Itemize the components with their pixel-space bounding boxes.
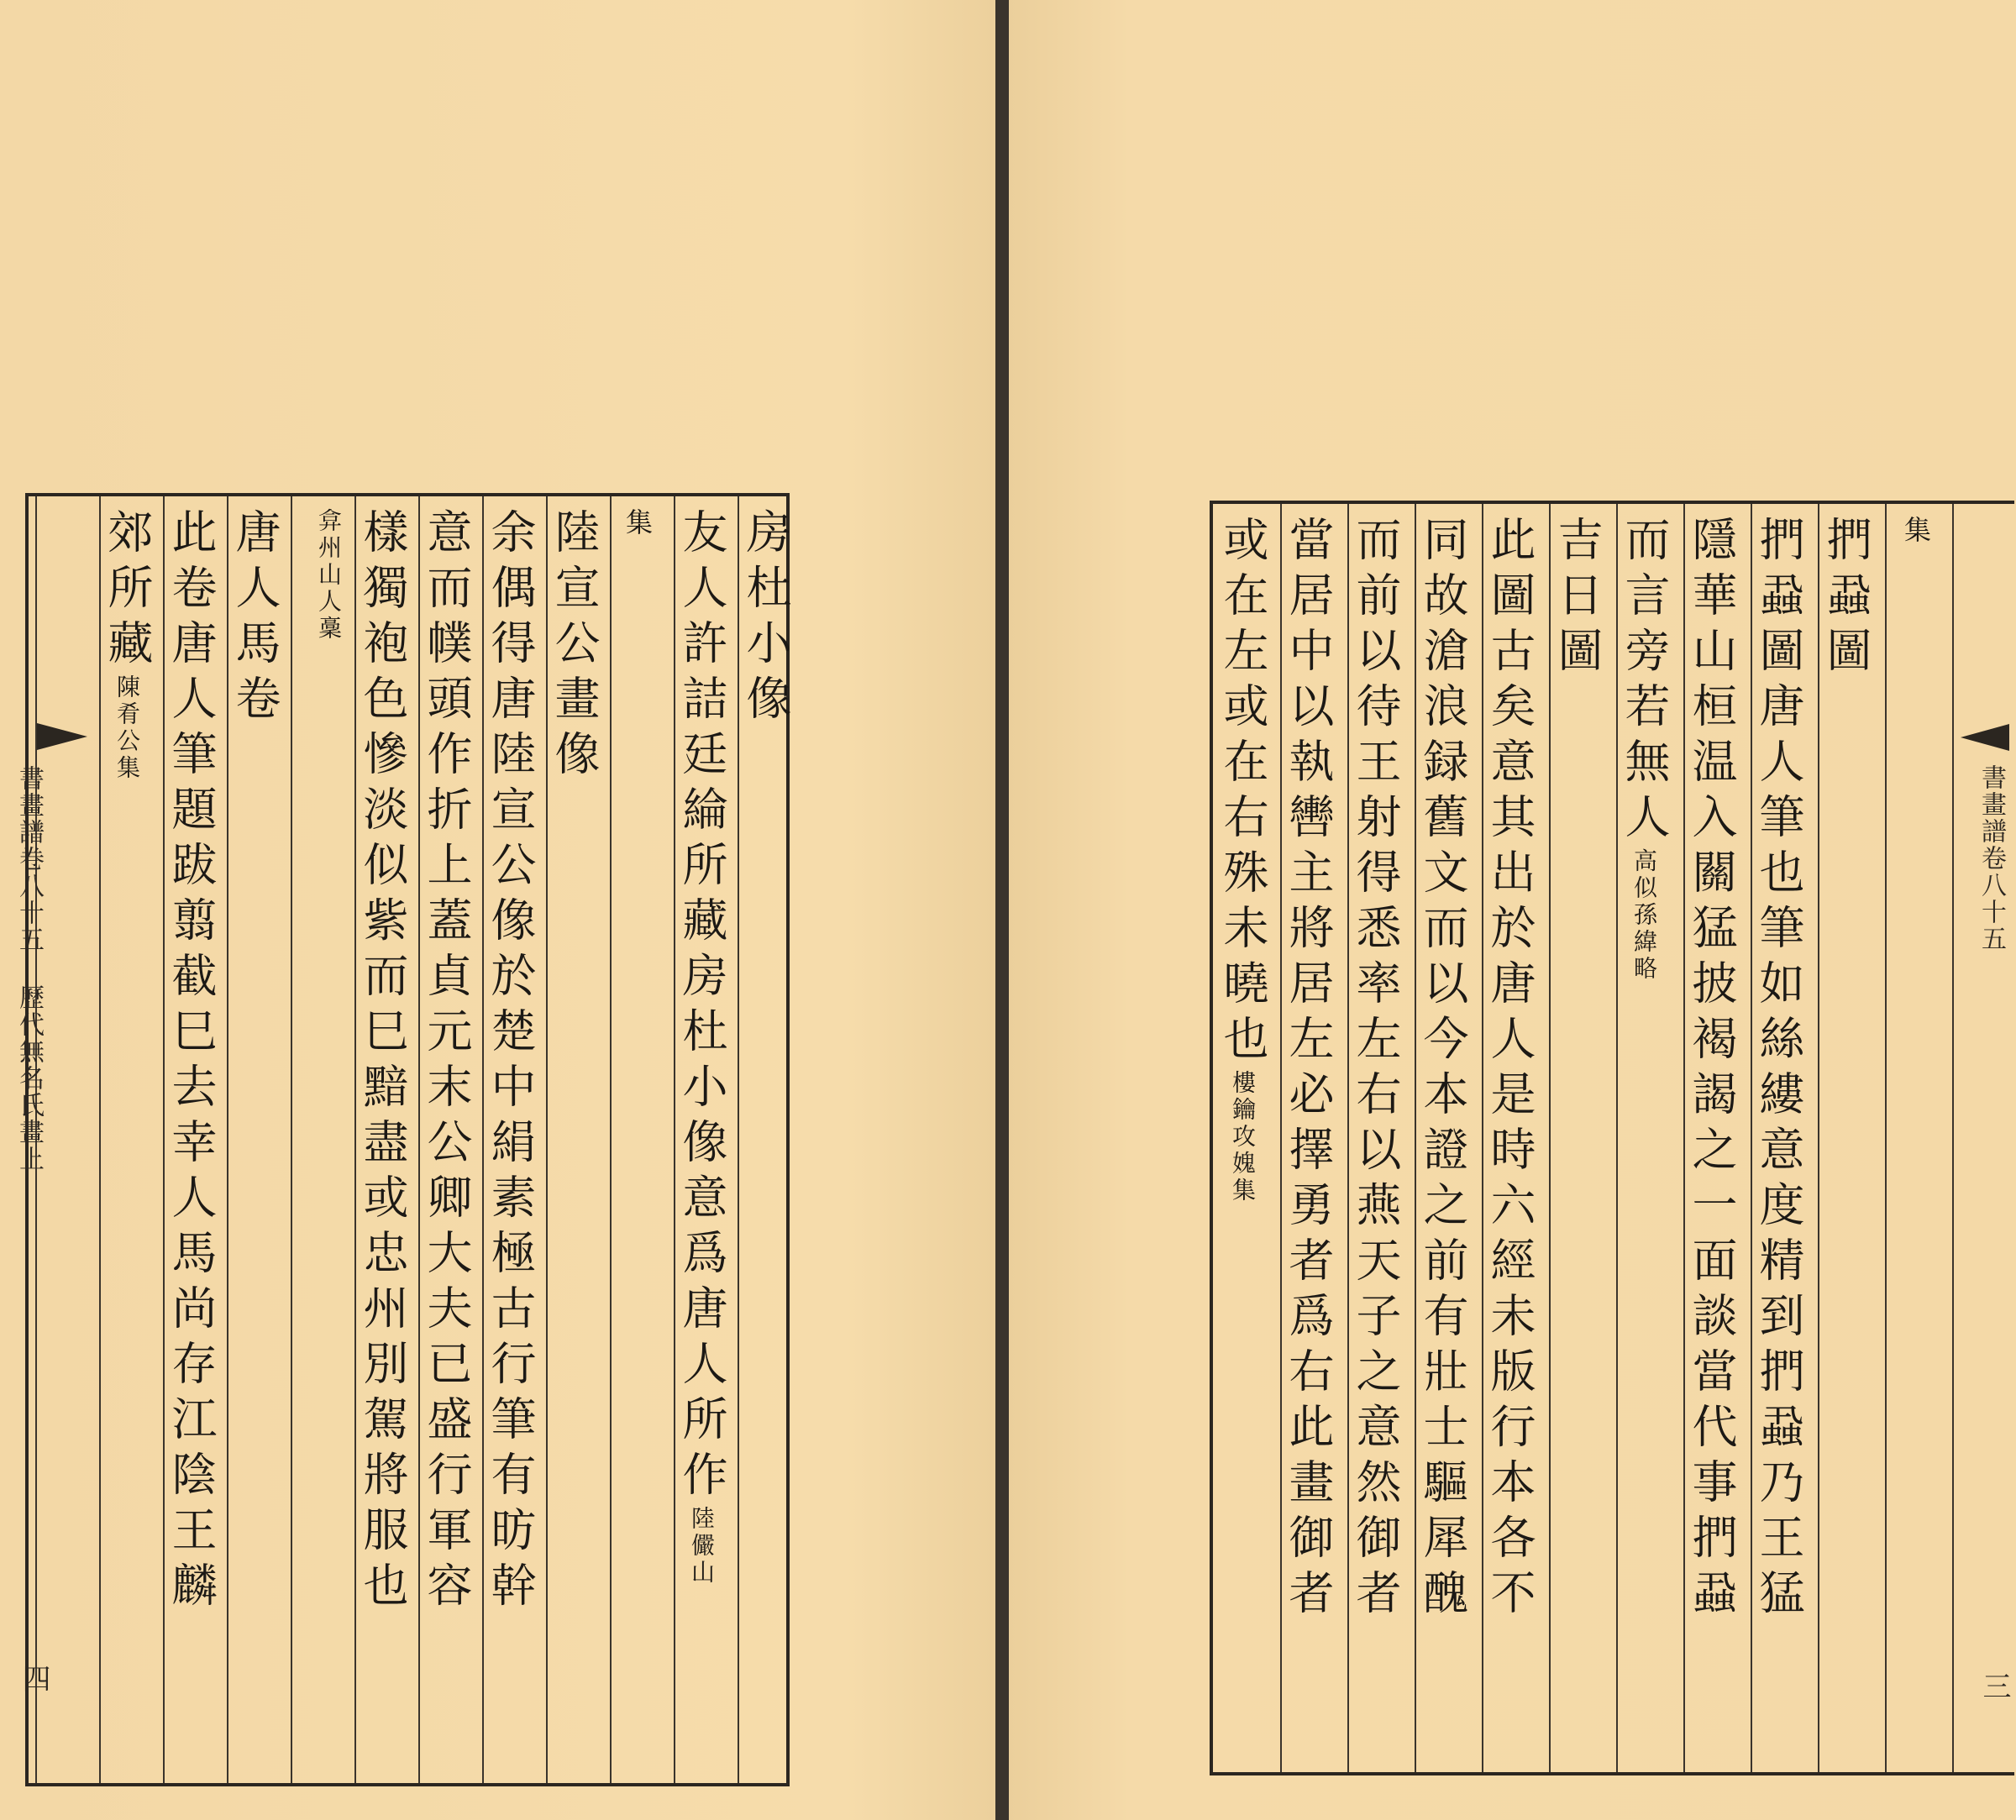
text-column — [101, 508, 154, 782]
column-text: 此卷唐人筆題跋翦截巳去幸人馬尚存江陰王麟 — [165, 508, 218, 1617]
heading: 房杜小像 — [739, 508, 792, 730]
heading: 捫蝨圖 — [1819, 516, 1872, 682]
text-column — [1685, 516, 1738, 1624]
column-rule — [1885, 504, 1887, 1772]
text-column — [1216, 516, 1269, 1204]
left-text-frame — [14, 493, 792, 1786]
left-page — [0, 0, 995, 1820]
column-text: 郊所藏 — [101, 508, 154, 674]
column-text: 當居中以執轡主將居左必擇勇者爲右此畫御者 — [1282, 516, 1335, 1624]
column-text: 而言旁若無人 — [1618, 516, 1671, 848]
column-text: 友人許詰廷綸所藏房杜小像意爲唐人所作 — [675, 508, 728, 1506]
right-page — [1009, 0, 2016, 1820]
fish-tail-mark — [37, 723, 87, 750]
text-column — [1483, 516, 1536, 1624]
citation-note: 陸儼山 — [688, 1506, 716, 1587]
text-column — [675, 508, 728, 1587]
text-column — [165, 508, 218, 1617]
column-text: 樣獨袍色慘淡似紫而巳黯盡或忠州別駕將服也 — [356, 508, 409, 1617]
column-text: 捫蝨圖唐人筆也筆如絲縷意度精到捫蝨乃王猛 — [1752, 516, 1805, 1624]
citation-note: 弇州山人稾 — [315, 508, 343, 643]
text-column — [1551, 516, 1604, 682]
text-column — [306, 508, 351, 643]
text-column — [1819, 516, 1872, 682]
column-text: 隱華山桓温入關猛披褐謁之一面談當代事捫蝨 — [1685, 516, 1738, 1624]
column-rule — [99, 496, 101, 1783]
margin-label: 書畫譜卷八十五 歷代無名氏畫上 — [14, 765, 44, 1172]
text-column — [1416, 516, 1469, 1624]
text-column — [1618, 516, 1671, 983]
text-column — [1752, 516, 1805, 1624]
column-text: 此圖古矣意其出於唐人是時六經未版行本各不 — [1483, 516, 1536, 1624]
text-column — [420, 508, 473, 1617]
citation-note: 高似孫緯略 — [1630, 848, 1658, 983]
citation-note: 集 — [1900, 516, 1932, 546]
column-text: 同故滄浪録舊文而以今本證之前有壯士驅犀醜 — [1416, 516, 1469, 1624]
citation-note: 樓鑰攻媿集 — [1229, 1070, 1257, 1204]
column-text: 余偶得唐陸宣公像於楚中絹素極古行筆有昉幹 — [484, 508, 537, 1617]
fish-tail-mark — [1961, 724, 2009, 751]
right-text-frame — [1210, 501, 2014, 1775]
margin-page-number: 四 — [17, 1664, 50, 1694]
column-rule — [1952, 504, 1954, 1772]
column-rule — [291, 496, 292, 1783]
text-column — [615, 508, 660, 538]
citation-note: 集 — [622, 508, 654, 538]
margin-label: 書畫譜卷八十五 — [1977, 764, 2006, 952]
text-column — [739, 508, 792, 730]
column-text: 或在左或在右殊未曉也 — [1216, 516, 1269, 1070]
text-column — [228, 508, 281, 730]
column-rule — [1549, 504, 1551, 1772]
text-column — [1282, 516, 1335, 1624]
heading: 陸宣公畫像 — [548, 508, 601, 785]
column-rule — [1818, 504, 1819, 1772]
citation-note: 陳肴公集 — [113, 674, 141, 782]
heading: 唐人馬卷 — [228, 508, 281, 730]
heading: 吉日圖 — [1551, 516, 1604, 682]
column-text: 而前以待王射得悉率左右以燕天子之意然御者 — [1349, 516, 1402, 1624]
book-gutter — [995, 0, 1009, 1820]
text-column — [1349, 516, 1402, 1624]
text-column — [484, 508, 537, 1617]
text-column — [548, 508, 601, 785]
column-text: 意而幞頭作折上蓋貞元末公卿大夫已盛行軍容 — [420, 508, 473, 1617]
text-column — [1893, 516, 1939, 546]
margin-page-number: 三 — [1977, 1671, 2011, 1702]
text-column — [356, 508, 409, 1617]
column-rule — [610, 496, 612, 1783]
